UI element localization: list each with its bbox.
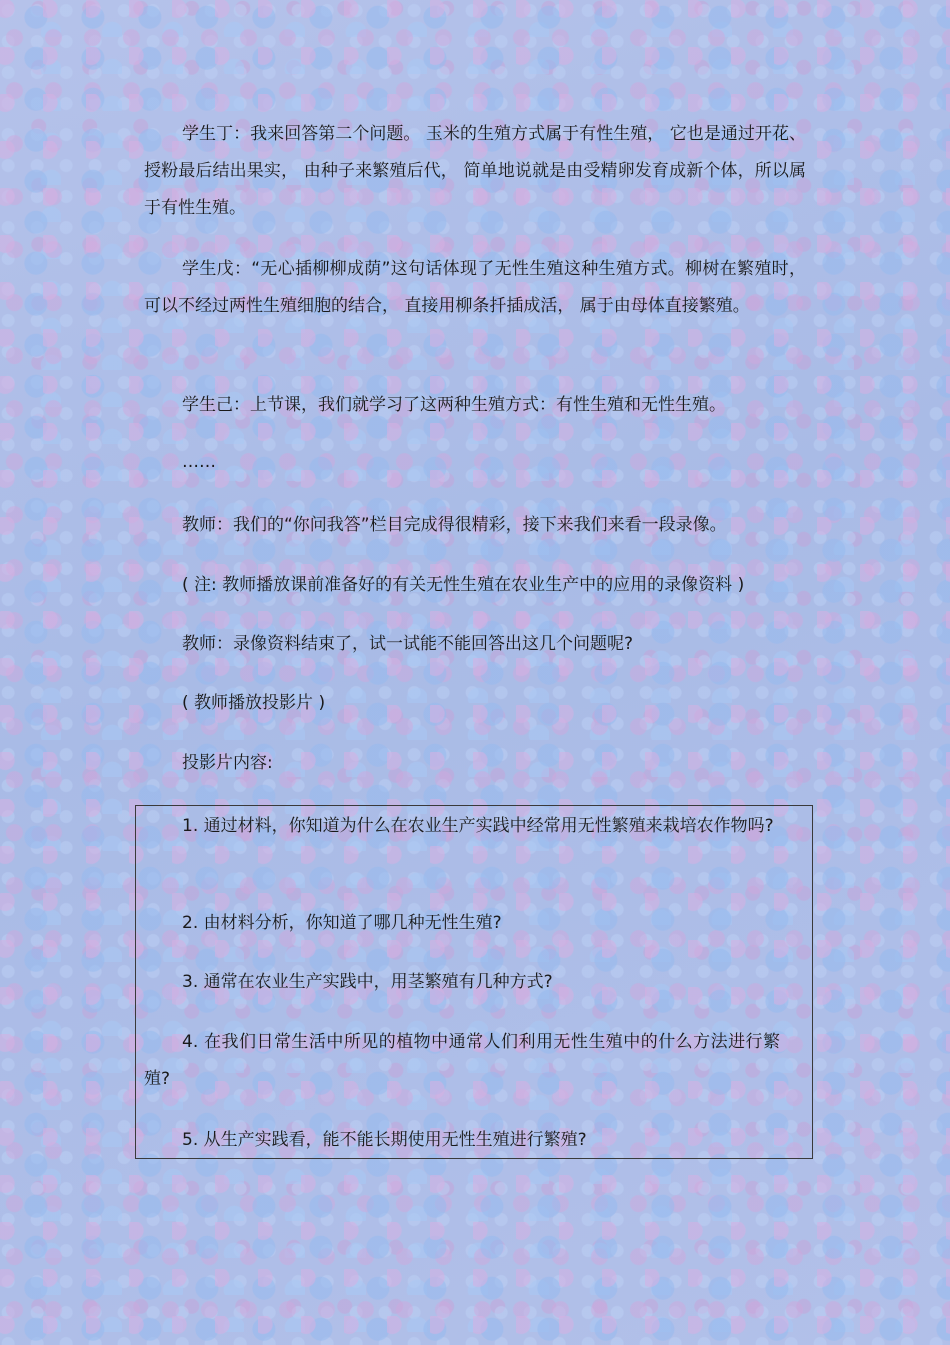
paragraph-student-wu: 学生戊：“无心插柳柳成荫”这句话体现了无性生殖这种生殖方式。柳树在繁殖时，可以不经过两性生殖细胞的结合， 直接用柳条扦插成活， 属于由母体直接繁殖。: [144, 259, 806, 316]
paragraph-student-ji: 学生己：上节课，我们就学习了这两种生殖方式：有性生殖和无性生殖。: [182, 395, 726, 415]
ellipsis: ……: [182, 452, 216, 472]
paragraph-teacher-intro: 教师：我们的“你问我答”栏目完成得很精彩，接下来我们来看一段录像。: [182, 515, 727, 535]
paragraph-student-ding: 学生丁：我来回答第二个问题。 玉米的生殖方式属于有性生殖， 它也是通过开花、授粉最后结出果实， 由种子来繁殖后代， 简单地说就是由受精卵发育成新个体，所以属于有性生殖。: [144, 124, 806, 218]
question-2: 2. 由材料分析，你知道了哪几种无性生殖?: [182, 913, 502, 933]
question-3: 3. 通常在农业生产实践中，用茎繁殖有几种方式?: [182, 972, 553, 992]
question-4: 4. 在我们日常生活中所见的植物中通常人们利用无性生殖中的什么方法进行繁殖?: [144, 1032, 780, 1089]
slide-heading: 投影片内容:: [182, 753, 273, 773]
question-5: 5. 从生产实践看，能不能长期使用无性生殖进行繁殖?: [182, 1130, 587, 1150]
paragraph-teacher-question: 教师：录像资料结束了，试一试能不能回答出这几个问题呢?: [182, 634, 634, 654]
question-1: 1. 通过材料，你知道为什么在农业生产实践中经常用无性繁殖来栽培农作物吗?: [182, 816, 774, 836]
note-slides: ( 教师播放投影片 ): [182, 693, 326, 713]
question-box: [135, 805, 813, 1159]
note-video: ( 注: 教师播放课前准备好的有关无性生殖在农业生产中的应用的录像资料 ): [182, 575, 745, 595]
